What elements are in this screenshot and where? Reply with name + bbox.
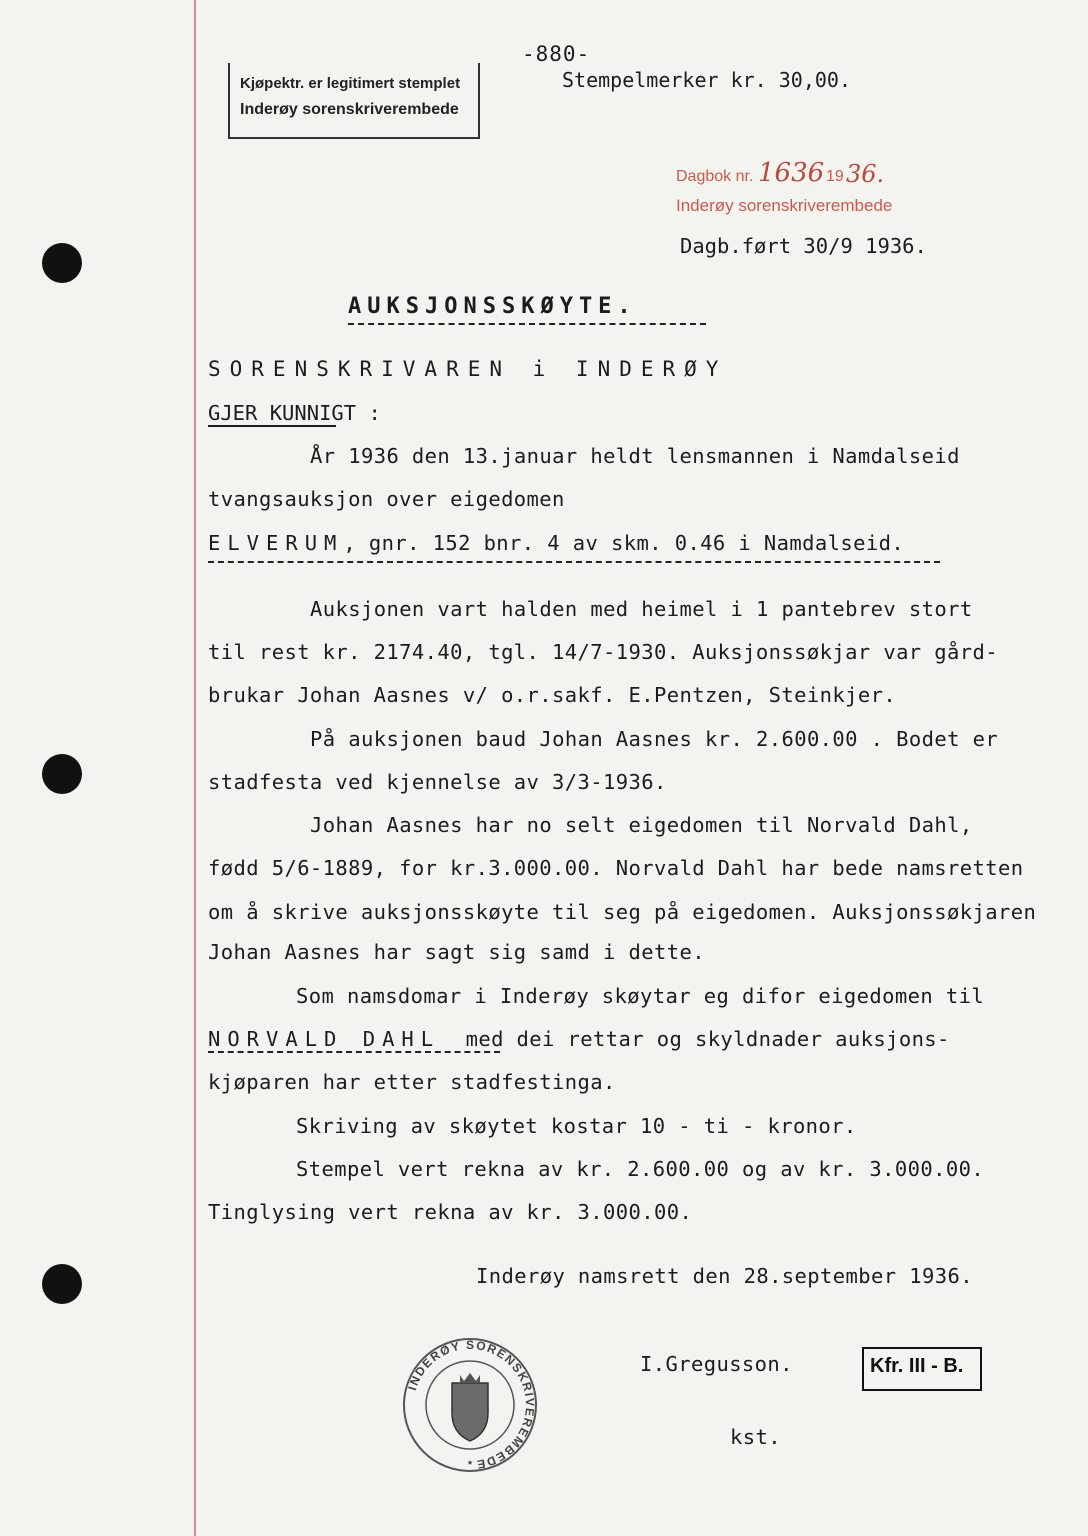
body-line-4: Auksjonen vart halden med heimel i 1 pantebrev stort xyxy=(310,597,973,621)
kfr-stamp xyxy=(862,1347,982,1391)
issuer: SORENSKRIVAREN i INDERØY xyxy=(208,357,728,381)
kfr-stamp-text: Kfr. III - B. xyxy=(870,1355,964,1377)
buyer-name: NORVALD DAHL xyxy=(208,1027,441,1051)
legitimation-stamp-line2: Inderøy sorenskriverembede xyxy=(240,101,459,118)
place-date: Inderøy namsrett den 28.september 1936. xyxy=(476,1264,973,1288)
signature: I.Gregusson. xyxy=(640,1352,793,1376)
gjer-kunnigt xyxy=(208,401,381,425)
title-underline xyxy=(348,323,706,325)
body-line-12: Johan Aasnes har sagt sig samd i dette. xyxy=(208,940,705,964)
dagbok-office: Inderøy sorenskriverembede xyxy=(676,196,893,215)
property-underline xyxy=(208,561,940,563)
body-line-10: fødd 5/6-1889, for kr.3.000.00. Norvald Dahl har bede namsretten xyxy=(208,856,1024,880)
body-line-8: stadfesta ved kjennelse av 3/3-1936. xyxy=(208,770,667,794)
body-line-13: Som namsdomar i Inderøy skøytar eg difor eigedomen til xyxy=(296,984,985,1008)
property-name: ELVERUM xyxy=(208,531,344,555)
dagbok-label: Dagbok nr. xyxy=(676,168,754,185)
property-details: , gnr. 152 bnr. 4 av skm. 0.46 i Namdalseid. xyxy=(343,531,905,555)
seal-star-icon: ★ xyxy=(466,1457,474,1468)
body-line-2: tvangsauksjon over eigedomen xyxy=(208,487,565,511)
buyer-line xyxy=(208,1027,950,1051)
body-line-1: År 1936 den 13.januar heldt lensmannen i Namdalseid xyxy=(310,444,960,468)
margin-rule xyxy=(194,0,196,1536)
kst: kst. xyxy=(730,1425,781,1449)
seal-text-path: INDERØY SORENSKRIVEREMBEDE xyxy=(405,1337,538,1472)
body-line-6: brukar Johan Aasnes v/ o.r.sakf. E.Pentzen, Steinkjer. xyxy=(208,683,897,707)
dagbok-year-suffix: 36. xyxy=(846,160,885,188)
body-line-9: Johan Aasnes har no selt eigedomen til Norvald Dahl, xyxy=(310,813,973,837)
punch-hole xyxy=(42,1264,82,1304)
punch-hole xyxy=(42,243,82,283)
gjer-kunnigt-colon: : xyxy=(368,401,381,425)
body-line-11: om å skrive auksjonsskøyte til seg på eigedomen. Auksjonssøkjaren xyxy=(208,900,1037,924)
legitimation-stamp xyxy=(228,63,480,139)
property-line xyxy=(208,531,904,555)
punch-hole xyxy=(42,754,82,794)
dagbok-year-prefix: 19 xyxy=(826,168,844,185)
buyer-underline xyxy=(208,1051,500,1053)
gjer-kunnigt-text: GJER KUNNIGT xyxy=(208,401,357,425)
buyer-rights: med dei rettar og skyldnader auksjons- xyxy=(465,1027,950,1051)
coat-of-arms-shield xyxy=(452,1383,488,1441)
legitimation-stamp-line1: Kjøpektr. er legitimert stemplet xyxy=(240,75,461,92)
page-number: -880- xyxy=(522,42,591,66)
body-line-7: På auksjonen baud Johan Aasnes kr. 2.600.00 . Bodet er xyxy=(310,727,999,751)
body-line-5: til rest kr. 2174.40, tgl. 14/7-1930. Auksjonssøkjar var gård- xyxy=(208,640,999,664)
stamp-duty-note: Stempelmerker kr. 30,00. xyxy=(562,68,851,92)
body-line-18: Tinglysing vert rekna av kr. 3.000.00. xyxy=(208,1200,693,1224)
dagbok-number: 1636 xyxy=(758,158,825,188)
body-line-17: Stempel vert rekna av kr. 2.600.00 og av kr. 3.000.00. xyxy=(296,1157,985,1181)
body-line-15: kjøparen har etter stadfestinga. xyxy=(208,1070,616,1094)
gjer-kunnigt-underline xyxy=(208,425,336,427)
office-seal xyxy=(400,1335,540,1475)
dagbok-fort: Dagb.ført 30/9 1936. xyxy=(680,234,927,258)
document-title: AUKSJONSSKØYTE. xyxy=(348,294,637,319)
body-line-16: Skriving av skøytet kostar 10 - ti - kronor. xyxy=(296,1114,857,1138)
crown-icon xyxy=(460,1373,480,1383)
